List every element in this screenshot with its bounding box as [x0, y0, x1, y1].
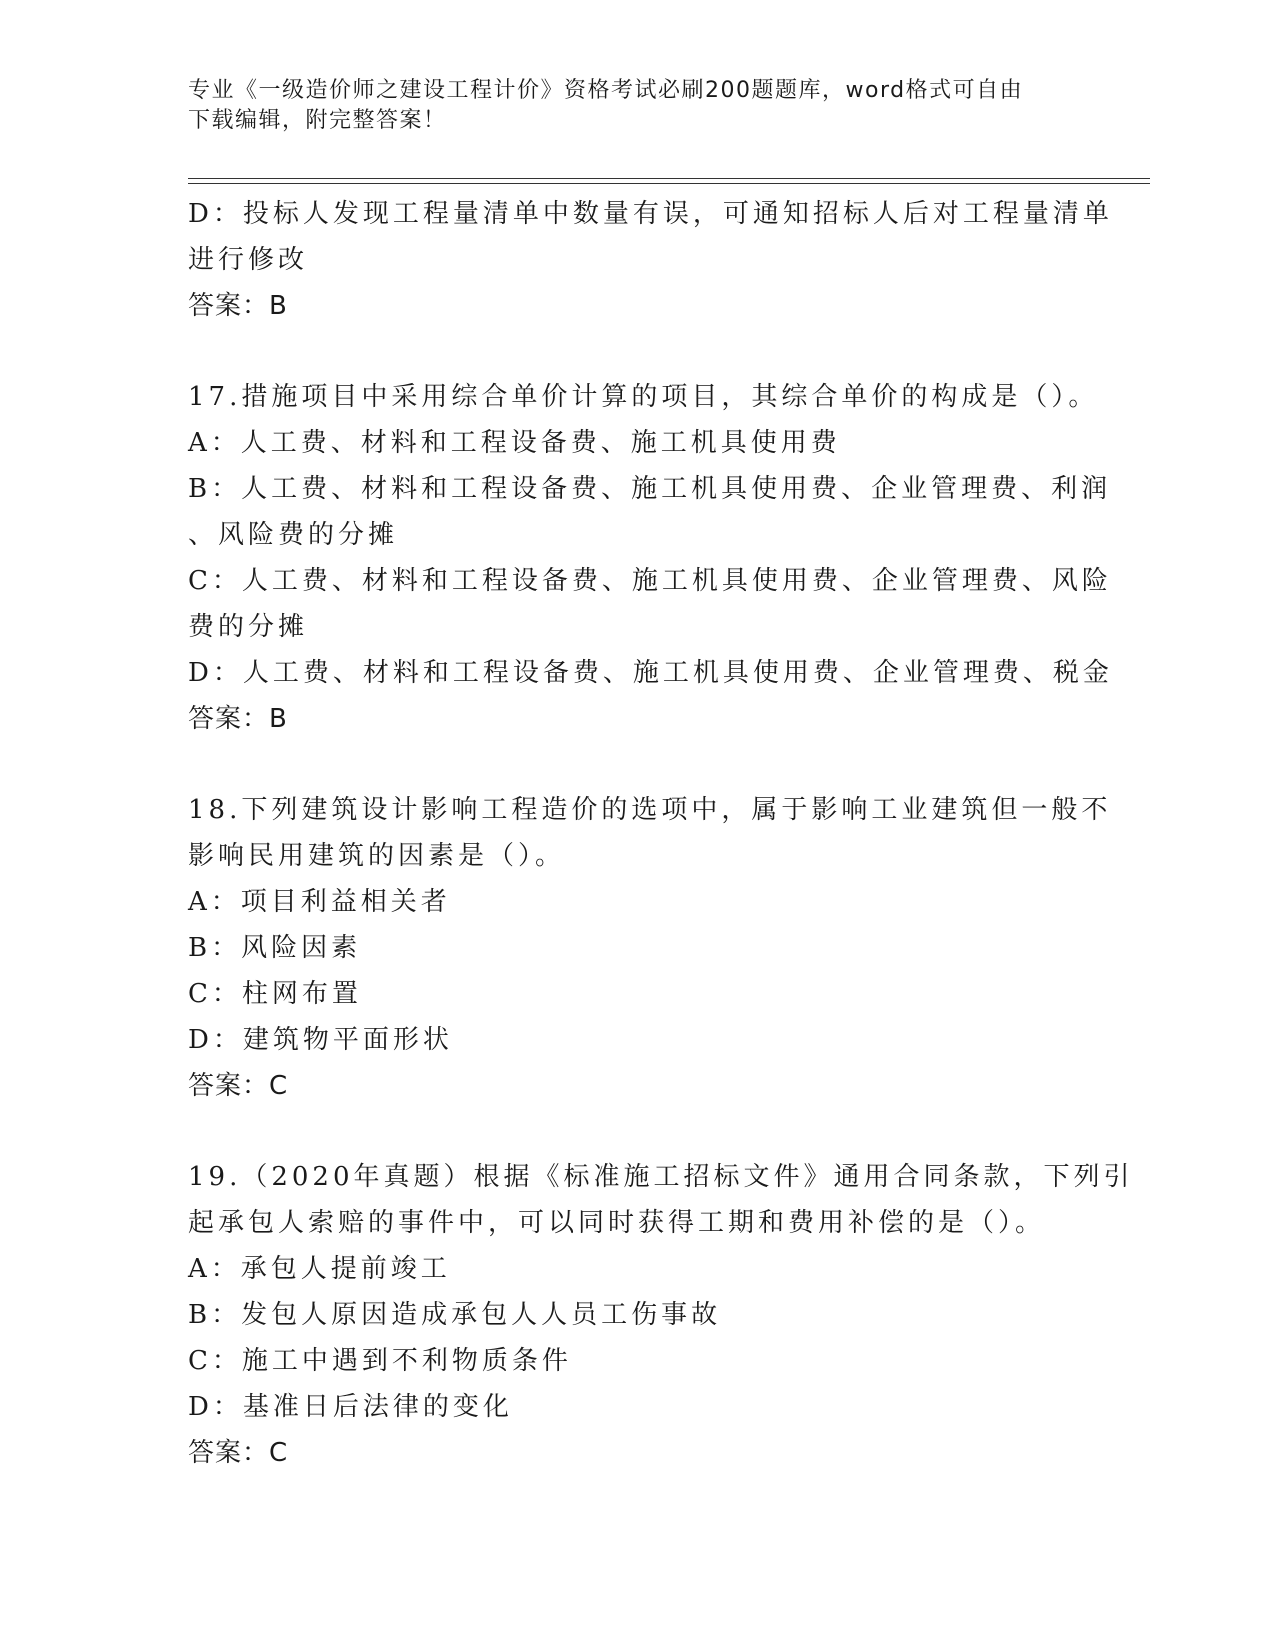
header-double-rule: [188, 178, 1150, 184]
spacer: [188, 1109, 1088, 1154]
header-line-2: 下载编辑，附完整答案！: [188, 108, 447, 133]
answer: 答案：B: [188, 704, 288, 734]
document-body: [188, 191, 1134, 1476]
option-d: D：基准日后法律的变化: [188, 1392, 513, 1422]
question-17: [188, 374, 1113, 742]
option-c: C：柱网布置: [188, 979, 362, 1009]
option-a: A：人工费、材料和工程设备费、施工机具使用费: [188, 428, 841, 458]
option-b-continued: 、风险费的分摊: [188, 520, 399, 550]
question-stem: 17.措施项目中采用综合单价计算的项目，其综合单价的构成是（）。: [188, 382, 1099, 412]
option-b: B：发包人原因造成承包人人员工伤事故: [188, 1300, 722, 1330]
answer: 答案：B: [188, 291, 288, 321]
question-18: [188, 787, 1112, 1109]
question-stem-continued: 影响民用建筑的因素是（）。: [188, 841, 566, 871]
option-a: A：项目利益相关者: [188, 887, 451, 917]
question-19: [188, 1154, 1134, 1476]
question-stem-continued: 起承包人索赔的事件中，可以同时获得工期和费用补偿的是（）。: [188, 1208, 1046, 1238]
header-line-1: 专业《一级造价师之建设工程计价》资格考试必刷200题题库，word格式可自由: [188, 78, 1024, 103]
option-d: D：人工费、材料和工程设备费、施工机具使用费、企业管理费、税金: [188, 658, 1113, 688]
option-d-continued: 进行修改: [188, 245, 309, 275]
option-a: A：承包人提前竣工: [188, 1254, 451, 1284]
answer: 答案：C: [188, 1071, 289, 1101]
page-header: [188, 76, 1088, 136]
question-stem: 18.下列建筑设计影响工程造价的选项中，属于影响工业建筑但一般不: [188, 795, 1112, 825]
spacer: [188, 742, 1088, 787]
spacer: [188, 329, 1088, 374]
option-c: C：人工费、材料和工程设备费、施工机具使用费、企业管理费、风险: [188, 566, 1112, 596]
question-stem: 19.（2020年真题）根据《标准施工招标文件》通用合同条款，下列引: [188, 1162, 1134, 1192]
option-b: B：人工费、材料和工程设备费、施工机具使用费、企业管理费、利润: [188, 474, 1112, 504]
answer: 答案：C: [188, 1438, 289, 1468]
option-d: D：投标人发现工程量清单中数量有误，可通知招标人后对工程量清单: [188, 199, 1113, 229]
option-b: B：风险因素: [188, 933, 362, 963]
option-d: D：建筑物平面形状: [188, 1025, 453, 1055]
option-c-continued: 费的分摊: [188, 612, 309, 642]
question-16-tail: [188, 191, 1113, 329]
option-c: C：施工中遇到不利物质条件: [188, 1346, 572, 1376]
